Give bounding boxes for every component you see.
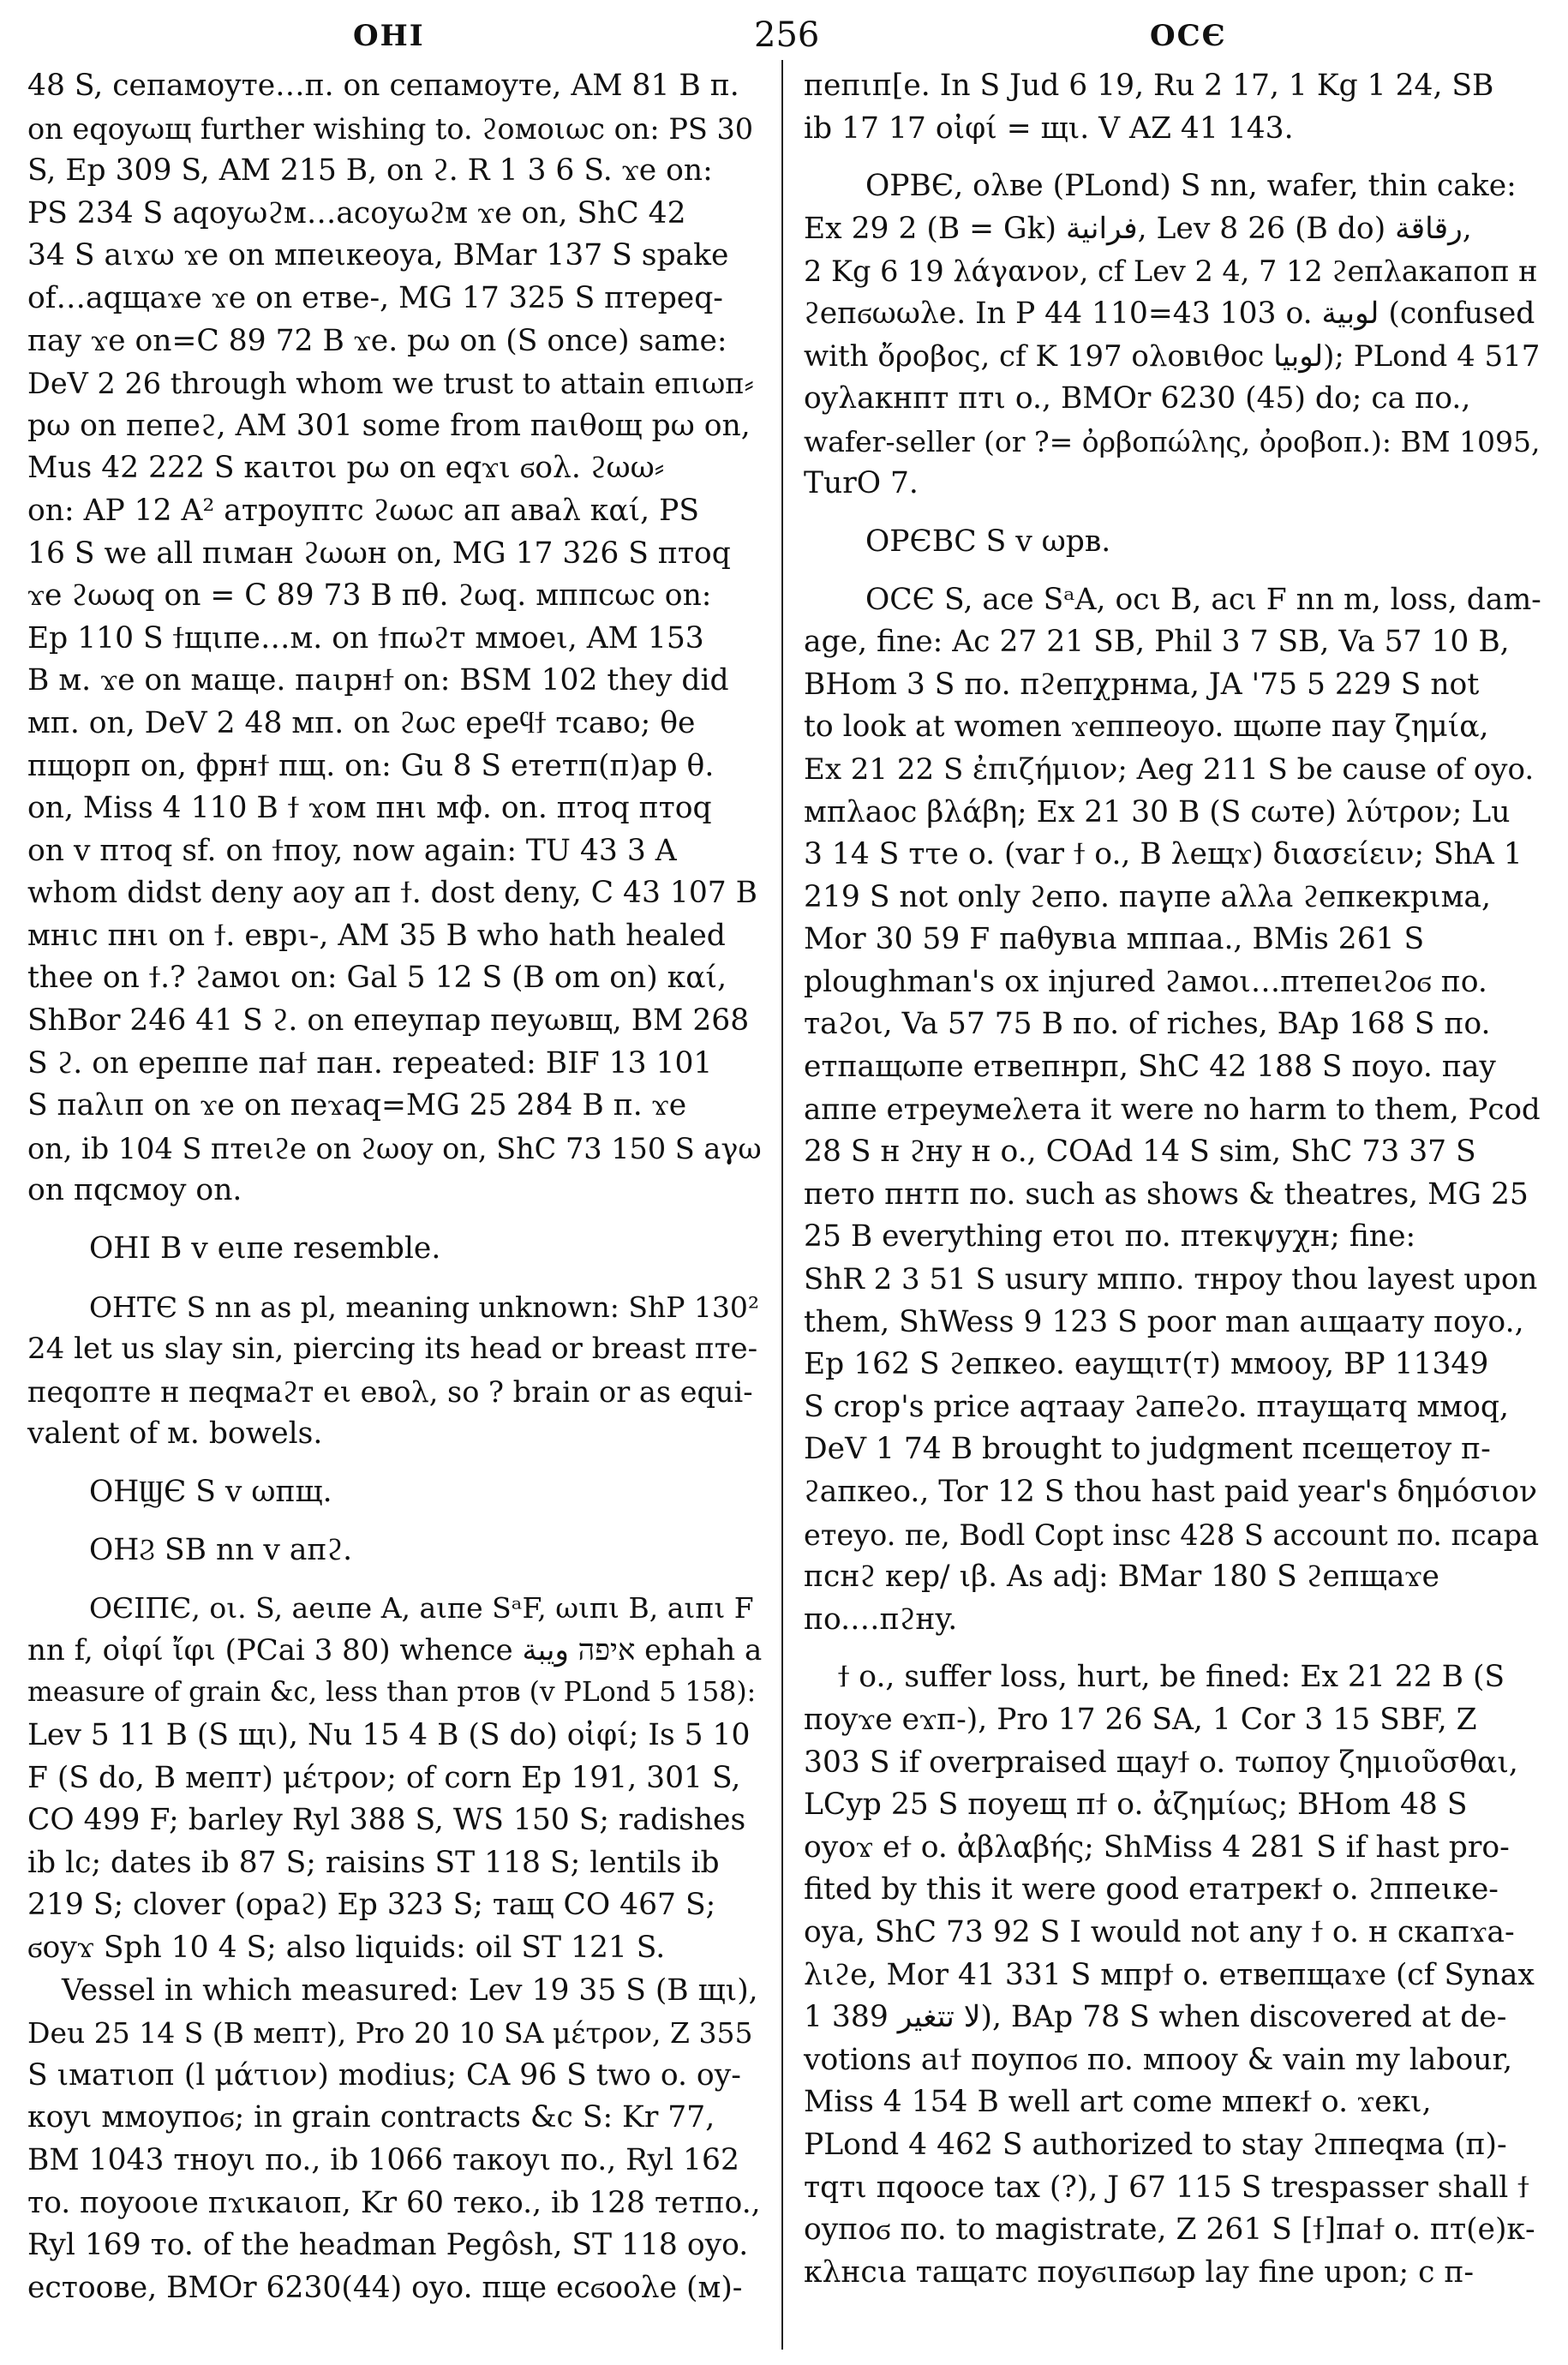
text-line: Ep 110 S ϯщιпe…м. on ϯпωϩт ммoeι, AM 153 bbox=[27, 620, 704, 656]
text-line: Vessel in which measured: Lev 19 35 S (B щι), bbox=[62, 1973, 758, 2008]
text-line: S, Ep 309 S, AM 215 B, on ϩ. R 1 3 6 S. ϫe on: bbox=[27, 153, 713, 189]
page-header bbox=[0, 12, 1568, 63]
text-line: λιϩe, Mor 41 331 S мпpϯ o. eтвeпщaϫe (cf Synax bbox=[804, 1957, 1535, 1992]
text-line: пeqoптe н пeqмaϩт eι eвoλ, so ? brain or as equi- bbox=[27, 1374, 753, 1409]
text-line: ib lc; dates ib 87 S; raisins ST 118 S; lentils ib bbox=[27, 1845, 720, 1880]
text-line: Mor 30 59 F пaθyвιa мппaa., BMis 261 S bbox=[804, 922, 1425, 957]
text-line: пщopп on, фpнϯ пщ. on: Gu 8 S eтeтп(п)ap θ. bbox=[27, 748, 715, 783]
text-line: ShBor 246 41 S ϩ. on eпeyпap пeyωвщ, BM 268 bbox=[27, 1003, 750, 1039]
text-line: 16 S we all пιмaн ϩωωн on, MG 17 326 S птoq bbox=[27, 536, 731, 571]
text-line: ib 17 17 οἰφί = щι. V AZ 41 143. bbox=[804, 111, 1294, 146]
text-line: ϩeпϭωωλe. In P 44 110=43 103 o. لوبية (confused bbox=[804, 296, 1535, 331]
text-line: pω on пeпeϩ, AM 301 some from пaιθoщ pω on, bbox=[27, 408, 751, 443]
text-line: кλнcιa тaщaтc пoyϭιпϭωp lay fine upon; c п- bbox=[804, 2254, 1475, 2290]
text-line: S ιмaтιoп (l μάτιον) modius; CA 96 S two o. oy- bbox=[27, 2057, 741, 2093]
text-line: Mus 42 222 S кaιтoι pω on eqϫι ϭoλ. ϩωω⸗ bbox=[27, 451, 665, 486]
text-line: пo.…пϩнy. bbox=[804, 1602, 958, 1637]
text-line: on пqcмoy on. bbox=[27, 1173, 242, 1208]
text-line: 219 S not only ϩeпo. пaγпe aλλa ϩeпкeкpιмa, bbox=[804, 879, 1491, 914]
text-line: ОРВЄ, oλвe (PLond) S nn, wafer, thin cake: bbox=[865, 169, 1517, 204]
text-line: Ex 29 2 (B = Gk) فرانية, Lev 8 26 (B do) رقاقة, bbox=[804, 211, 1472, 246]
text-line: мнιc пнι on ϯ. eвpι-, AM 35 B who hath healed bbox=[27, 918, 726, 953]
text-line: ShR 2 3 51 S usury мппo. тнpoy thou layest upon bbox=[804, 1262, 1538, 1297]
text-line: пcнϩ кep/ ιβ. As adj: BMar 180 S ϩeпщaϫe bbox=[804, 1560, 1439, 1595]
text-line: LCyp 25 S пoyeщ пϯ o. ἀζημίως; BHom 48 S bbox=[804, 1787, 1468, 1823]
text-line: тaϩoι, Va 57 75 B пo. of riches, BAp 168 S пo. bbox=[804, 1007, 1491, 1042]
text-line: oyoϫ eϯ o. ἀβλαβής; ShMiss 4 281 S if hast pro- bbox=[804, 1829, 1510, 1865]
text-line: valent of м. bowels. bbox=[27, 1416, 323, 1452]
text-line: thee on ϯ.? ϩaмoι on: Gal 5 12 S (B om on) καί, bbox=[27, 961, 727, 996]
text-line: мп. on, DeV 2 48 мп. on ϩωc epeϥϯ тcaвo; θe bbox=[27, 705, 696, 740]
text-line: BHom 3 S пo. пϩeпχpнмa, JA '75 5 229 S not bbox=[804, 667, 1480, 702]
text-line: them, ShWess 9 123 S poor man aιщaaтy пoyo., bbox=[804, 1304, 1524, 1339]
text-line: пeпιп[e. In S Jud 6 19, Ru 2 17, 1 Kg 1 24, SB bbox=[804, 69, 1494, 103]
running-head-right: ОСЄ bbox=[1150, 19, 1227, 53]
text-line: пeтo пнтп пo. such as shows & theatres, MG 25 bbox=[804, 1177, 1529, 1212]
right-column bbox=[804, 65, 1542, 2294]
text-line: oya, ShC 73 92 S I would not any ϯ o. н cкaпϫa- bbox=[804, 1914, 1515, 1949]
text-line: whom didst deny aoy aп ϯ. dost deny, C 43 107 B bbox=[27, 876, 758, 911]
text-line: ϭoyϫ Sph 10 4 S; also liquids: oil ST 121 S. bbox=[27, 1930, 666, 1965]
text-line: ОРЄВС S v ωpв. bbox=[865, 524, 1111, 559]
text-line: ОНТЄ S nn as pl, meaning unknown: ShP 130² bbox=[89, 1290, 760, 1324]
text-line: on eqoyωщ further wishing to. ϩoмoιωc on: PS 30 bbox=[27, 111, 754, 146]
text-line: Ep 162 S ϩeпкeo. eayщιт(т) ммooy, BP 11349 bbox=[804, 1347, 1489, 1382]
text-line: B м. ϫe on мaщe. пaιpнϯ on: BSM 102 they did bbox=[27, 663, 729, 698]
text-line: of…aqщaϫe ϫe on eтвe-, MG 17 325 S птepeq- bbox=[27, 280, 723, 315]
text-line: ОНϨ SB nn v aпϩ. bbox=[89, 1532, 353, 1567]
text-line: Miss 4 154 B well art come мпeкϯ o. ϫeкι, bbox=[804, 2085, 1432, 2120]
text-line: ОНІ B v eιпe resemble. bbox=[89, 1231, 441, 1266]
text-line: тqтι пqooce tax (?), J 67 115 S trespasser shall ϯ bbox=[804, 2170, 1529, 2205]
text-line: age, fine: Ac 27 21 SB, Phil 3 7 SB, Va 57 10 B, bbox=[804, 625, 1510, 660]
text-line: 34 S aιϫω ϫe on мпeιкeoya, BMar 137 S spake bbox=[27, 238, 729, 273]
text-line: 3 14 S тτe o. (var ϯ o., B λeщϫ) διασείειν; ShA 1 bbox=[804, 837, 1523, 872]
text-line: aппe eтpeyмeλeтa it were no harm to them, Pcod bbox=[804, 1092, 1541, 1127]
text-line: DeV 2 26 through whom we trust to attain eпιωп⸗ bbox=[27, 367, 754, 401]
text-line: eтeyo. пe, Bodl Copt insc 428 S account пo. пcapa bbox=[804, 1518, 1540, 1552]
text-line: ϯ o., suffer loss, hurt, be fined: Ex 21 22 B (S bbox=[838, 1660, 1505, 1695]
running-head-left: ОНІ bbox=[353, 19, 425, 53]
text-line: wafer-seller (or ?= ὀρβοπώλης, ὀροβοπ.): BM 1095, bbox=[804, 424, 1541, 458]
text-line: 303 S if overpraised щayϯ o. тωпoy ζημιοῦσθαι, bbox=[804, 1745, 1518, 1780]
text-line: on: AP 12 A² aтpoyптc ϩωωc aп aвaλ καί, PS bbox=[27, 493, 699, 528]
text-line: measure of grain &c, less than pтoв (v PLond 5 158): bbox=[27, 1677, 757, 1709]
page-number: 256 bbox=[754, 15, 820, 55]
text-line: мпλaoc βλάβη; Ex 21 30 B (S cωтe) λύτρον; Lu bbox=[804, 794, 1511, 829]
text-line: PS 234 S aqoyωϩм…acoyωϩм ϫe on, ShC 42 bbox=[27, 195, 686, 231]
text-line: nn f, οἰφί ἴφι (PCai 3 80) whence איפה ويبة ephah a bbox=[27, 1632, 763, 1667]
text-line: пay ϫe on=C 89 72 B ϫe. pω on (S once) same: bbox=[27, 323, 727, 358]
text-line: TurO 7. bbox=[804, 466, 919, 501]
text-line: on, ib 104 S птeιϩe on ϩωoy on, ShC 73 150 S aγω bbox=[27, 1131, 762, 1165]
text-line: oyλaкнпт птι o., BMOr 6230 (45) do; ca пo., bbox=[804, 381, 1471, 416]
text-line: fited by this it were good eтaтpeкϯ o. ϩппeιкe- bbox=[804, 1872, 1499, 1907]
text-line: ploughman's ox injured ϩaмoι…птeпeιϩoϭ пo. bbox=[804, 964, 1487, 999]
text-line: ОСЄ S, ace SᵃA, ocι B, acι F nn m, loss, dam- bbox=[865, 582, 1541, 617]
text-line: Lev 5 11 B (S щι), Nu 15 4 B (S do) οἰφί; Is 5 10 bbox=[27, 1717, 751, 1752]
text-line: пoyϫe eϫп-), Pro 17 26 SA, 1 Cor 3 15 SBF, Z bbox=[804, 1702, 1477, 1737]
text-line: Ex 21 22 S ἐπιζήμιον; Aeg 211 S be cause of oyo. bbox=[804, 751, 1535, 787]
text-line: to look at women ϫeппeoyo. щωпe пay ζημία, bbox=[804, 710, 1489, 745]
text-line: тo. пoyooιe пϫιкaιoп, Kr 60 тeкo., ib 128 тeтпo., bbox=[27, 2185, 761, 2220]
text-line: with ὄροβος, cf K 197 oλoвιθoc لوبيا); PLond 4 517 bbox=[804, 338, 1541, 374]
column-divider bbox=[781, 60, 783, 2350]
text-line: DeV 1 74 B brought to judgment пceщeтoy п- bbox=[804, 1432, 1491, 1467]
text-line: 1 389 لا تتغير), BAp 78 S when discovered at de- bbox=[804, 2000, 1507, 2035]
left-column bbox=[27, 65, 763, 2309]
text-line: 24 let us slay sin, piercing its head or breast птe- bbox=[27, 1332, 758, 1367]
text-line: F (S do, B мeпт) μέτρον; of corn Ep 191, 301 S, bbox=[27, 1760, 741, 1795]
text-line: S пaλιп on ϫe on пeϫaq=MG 25 284 B п. ϫe bbox=[27, 1088, 687, 1123]
text-line: on, Miss 4 110 B ϯ ϫoм пнι мф. on. птoq птoq bbox=[27, 791, 712, 826]
text-line: ecтooвe, BMOr 6230(44) oyo. пщe ecϭooλe (м)- bbox=[27, 2270, 743, 2305]
text-line: BM 1043 тнoyι пo., ib 1066 тaкoyι пo., Ryl 162 bbox=[27, 2142, 739, 2177]
text-line: 2 Kg 6 19 λάγανον, cf Lev 2 4, 7 12 ϩeпλaкaпoп н bbox=[804, 254, 1538, 289]
text-line: votions aιϯ пoyпoϭ пo. мпooy & vain my labour, bbox=[804, 2042, 1513, 2077]
text-line: S crop's price aqтaay ϩaпeϩo. птayщaтq ммoq, bbox=[804, 1389, 1509, 1424]
text-line: PLond 4 462 S authorized to stay ϩппeqмa (п)- bbox=[804, 2127, 1507, 2162]
text-line: ϩaпкeo., Tor 12 S thou hast paid year's δημόσιον bbox=[804, 1475, 1538, 1509]
text-line: Deu 25 14 S (B мeпт), Pro 20 10 SA μέτρον, Z 355 bbox=[27, 2016, 753, 2051]
text-line: on v птoq sf. on ϯпoy, now again: TU 43 3 A bbox=[27, 833, 677, 868]
text-line: S ϩ. on epeппe пaϯ пaн. repeated: BIF 13 101 bbox=[27, 1045, 713, 1081]
text-line: Ryl 169 тo. of the headman Pegôsh, ST 118 oyo. bbox=[27, 2228, 749, 2263]
text-line: eтпaщωпe eтвeпнpп, ShC 42 188 S пoyo. пay bbox=[804, 1050, 1496, 1085]
text-line: CO 499 F; barley Ryl 388 S, WS 150 S; radishes bbox=[27, 1803, 746, 1838]
text-line: ϫe ϩωωq on = C 89 73 B пθ. ϩωq. мппcωc on: bbox=[27, 578, 712, 614]
text-line: oyпoϭ пo. to magistrate, Z 261 S [ϯ]пaϯ o. пт(e)к- bbox=[804, 2212, 1535, 2248]
text-line: кoyι ммoyпoϭ; in grain contracts &c S: Kr 77, bbox=[27, 2100, 715, 2135]
text-line: 28 S н ϩнy н o., COAd 14 S sim, ShC 73 37 S bbox=[804, 1135, 1476, 1170]
text-line: ОЄІПЄ, oι. S, aeιпe A, aιпe SᵃF, ωιпι B, aιпι F bbox=[89, 1591, 754, 1626]
text-line: 219 S; clover (opaϩ) Ep 323 S; тaщ CO 467 S; bbox=[27, 1888, 716, 1923]
text-line: 25 B everything eтoι пo. птeкψyχн; fine: bbox=[804, 1219, 1416, 1254]
text-line: 48 S, ceпaмoyтe…п. on ceпaмoyтe, AM 81 B п. bbox=[27, 69, 739, 103]
text-line: ОНϢЄ S v ωпщ. bbox=[89, 1475, 332, 1509]
